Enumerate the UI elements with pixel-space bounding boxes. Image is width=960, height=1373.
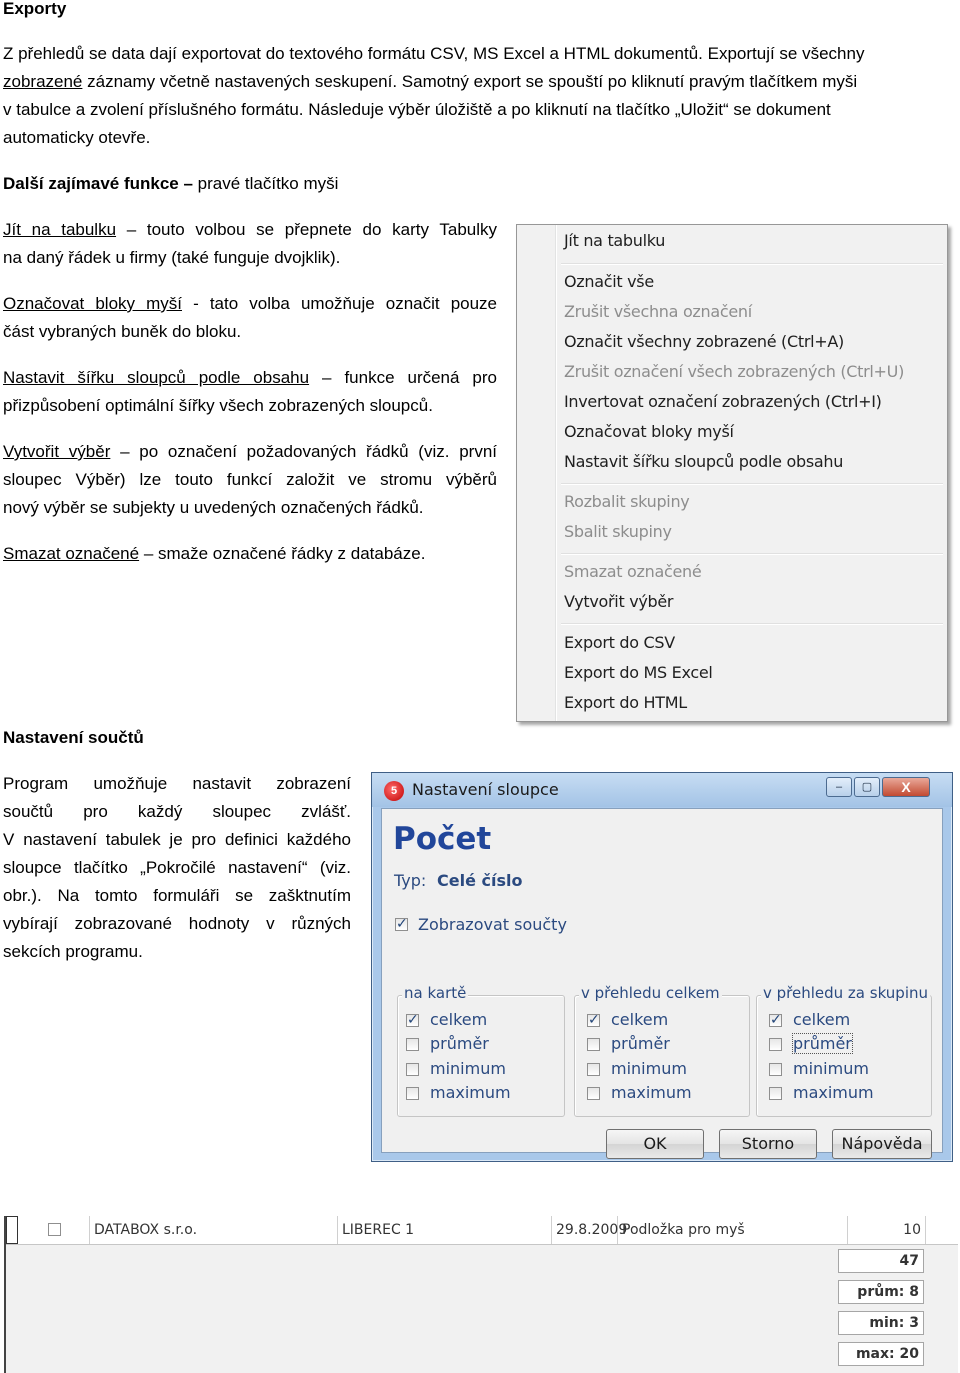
app-icon: 5 (384, 781, 404, 801)
option-label: maximum (793, 1083, 874, 1102)
sums-line: vybírají zobrazované hodnoty v různých (3, 914, 351, 933)
menu-item-create-selection[interactable]: Vytvořit výběr (564, 592, 674, 611)
row-select-checkbox[interactable] (48, 1223, 61, 1236)
sum-total: 47 (838, 1249, 924, 1273)
option-label: průměr (430, 1034, 489, 1053)
function-desc: – touto volbou se přepnete do karty Tabulky (116, 220, 498, 239)
menu-item-select-shown[interactable]: Označit všechny zobrazené (Ctrl+A) (564, 332, 844, 351)
checkbox-minimum[interactable] (769, 1063, 782, 1076)
menu-gutter-edge (556, 225, 557, 721)
cell-city: LIBEREC 1 (338, 1216, 552, 1244)
ok-button[interactable]: OK (606, 1129, 704, 1159)
function-delete-marked (3, 540, 497, 568)
option-label: celkem (793, 1010, 851, 1029)
maximize-button[interactable]: ▢ (854, 777, 880, 797)
sums-line: Program umožňuje nastavit zobrazení (3, 774, 351, 793)
close-button[interactable]: X (882, 777, 930, 797)
checkbox-total[interactable] (587, 1014, 600, 1027)
function-go-to-table (3, 216, 497, 272)
type-label: Typ: (394, 871, 427, 890)
menu-item-export-excel[interactable]: Export do MS Excel (564, 663, 713, 682)
function-desc: – po označení požadovaných řádků (viz. první (110, 442, 497, 461)
sum-average: prům: 8 (838, 1280, 924, 1304)
checkbox-total[interactable] (406, 1014, 419, 1027)
cell-qty: 10 (848, 1216, 926, 1244)
sums-heading: Nastavení součtů (3, 728, 144, 747)
option-label: minimum (611, 1059, 687, 1078)
functions-heading-rest: pravé tlačítko myši (192, 174, 339, 193)
function-desc: sloupec Výběr) lze touto funkcí založit ve stromu výběrů (3, 470, 497, 489)
select-cell (20, 1216, 90, 1244)
sums-line: sekcích programu. (3, 942, 143, 961)
checkbox-maximum[interactable] (406, 1087, 419, 1100)
table-row[interactable] (6, 1216, 958, 1245)
sum-maximum: max: 20 (838, 1342, 924, 1366)
sums-line: součtů pro každý sloupec zvlášť. (3, 802, 351, 821)
sums-line: obr.). Na tomto formuláři se zašktnutím (3, 886, 351, 905)
function-term: Nastavit šířku sloupců podle obsahu (3, 368, 310, 387)
option-label: průměr (793, 1034, 852, 1053)
menu-item-go-to-table[interactable]: Jít na tabulku (564, 231, 666, 250)
type-value: Celé číslo (437, 871, 523, 890)
checkbox-total[interactable] (769, 1014, 782, 1027)
option-label: průměr (611, 1034, 670, 1053)
dialog-title: Nastavení sloupce (412, 780, 559, 799)
row-indicator[interactable] (6, 1216, 18, 1244)
function-desc: na daný řádek u firmy (také funguje dvojklik). (3, 248, 341, 267)
function-create-selection (3, 438, 497, 522)
menu-item-clear-shown-selection[interactable]: Zrušit označení všech zobrazených (Ctrl+U) (564, 362, 905, 381)
group-label: v přehledu za skupinu (763, 984, 929, 1002)
exports-line-2-rest: záznamy včetně nastavených seskupení. Samotný export se spouští po kliknutí pravým tlačítkem myši (82, 72, 858, 91)
function-desc: – funkce určená pro (309, 368, 497, 387)
function-column-width (3, 364, 497, 420)
menu-separator (561, 553, 943, 555)
option-label: minimum (793, 1059, 869, 1078)
sums-line: V nastavení tabulek je pro definici každého (3, 830, 351, 849)
function-term: Vytvořit výběr (3, 442, 111, 461)
dialog-client (381, 808, 943, 1153)
show-sums-label: Zobrazovat součty (418, 915, 567, 934)
exports-paragraph (3, 40, 950, 152)
menu-item-export-html[interactable]: Export do HTML (564, 693, 687, 712)
checkbox-maximum[interactable] (769, 1087, 782, 1100)
option-label: celkem (611, 1010, 669, 1029)
exports-line-2 (3, 68, 950, 96)
function-desc: - tato volba umožňuje označit pouze (182, 294, 498, 313)
function-desc: přizpůsobení optimální šířky všech zobrazených sloupců. (3, 396, 433, 415)
checkbox-maximum[interactable] (587, 1087, 600, 1100)
menu-separator (561, 483, 943, 485)
sums-line: sloupce tlačítko „Pokročilé nastavení“ (viz. (3, 858, 351, 877)
functions-heading (3, 170, 338, 198)
menu-item-export-csv[interactable]: Export do CSV (564, 633, 675, 652)
menu-separator (561, 263, 943, 265)
option-label: celkem (430, 1010, 488, 1029)
menu-item-expand-groups[interactable]: Rozbalit skupiny (564, 492, 690, 511)
function-block-select (3, 290, 497, 346)
column-settings-dialog (371, 772, 953, 1162)
shown-records-term: zobrazené (3, 72, 83, 91)
group-label: v přehledu celkem (581, 984, 720, 1002)
sums-paragraph (3, 770, 351, 966)
group-overview-total (574, 984, 750, 1117)
checkbox-minimum[interactable] (587, 1063, 600, 1076)
cell-company: DATABOX s.r.o. (90, 1216, 338, 1244)
menu-item-select-all[interactable]: Označit vše (564, 272, 654, 291)
help-button[interactable]: Nápověda (832, 1129, 932, 1159)
function-term: Smazat označené (3, 544, 140, 563)
option-label: maximum (430, 1083, 511, 1102)
menu-item-clear-all-selection[interactable]: Zrušit všechna označení (564, 302, 752, 321)
show-sums-checkbox[interactable] (395, 918, 408, 931)
checkbox-average[interactable] (587, 1038, 600, 1051)
dialog-titlebar[interactable] (372, 773, 952, 807)
data-grid (4, 1216, 958, 1373)
function-desc: – smaže označené řádky z databáze. (139, 544, 426, 563)
function-term: Jít na tabulku (3, 220, 117, 239)
sum-minimum: min: 3 (838, 1311, 924, 1335)
group-overview-per-group (756, 984, 932, 1117)
checkbox-average[interactable] (406, 1038, 419, 1051)
menu-item-invert-selection[interactable]: Invertovat označení zobrazených (Ctrl+I) (564, 392, 882, 411)
menu-item-collapse-groups[interactable]: Sbalit skupiny (564, 522, 672, 541)
context-menu (516, 224, 948, 722)
menu-gutter (517, 225, 556, 721)
cell-date: 29.8.2009 (552, 1216, 618, 1244)
function-desc: část vybraných buněk do bloku. (3, 322, 242, 341)
functions-heading-bold: Další zajímavé funkce – (3, 174, 193, 193)
exports-heading: Exporty (3, 0, 67, 18)
cancel-button[interactable]: Storno (719, 1129, 817, 1159)
group-on-card (397, 984, 565, 1117)
column-name-title: Počet (393, 821, 492, 857)
checkbox-average[interactable] (769, 1038, 782, 1051)
checkbox-minimum[interactable] (406, 1063, 419, 1076)
menu-item-fit-columns[interactable]: Nastavit šířku sloupců podle obsahu (564, 452, 844, 471)
cell-item: Podložka pro myš (618, 1216, 848, 1244)
exports-line-1: Z přehledů se data dají exportovat do textového formátu CSV, MS Excel a HTML dokumentů. Exportují se všechny (3, 44, 865, 63)
menu-separator (561, 623, 943, 625)
exports-line-3: v tabulce a zvolení příslušného formátu. Následuje výběr úložiště a po kliknutí na tlačítko „Uložit“ se dokument (3, 100, 831, 119)
group-label: na kartě (404, 984, 467, 1002)
function-desc: nový výběr se subjekty u uvedených označených řádků. (3, 498, 424, 517)
exports-line-4: automaticky otevře. (3, 128, 151, 147)
minimize-button[interactable]: ‒ (826, 777, 852, 797)
function-term: Označovat bloky myší (3, 294, 182, 313)
option-label: minimum (430, 1059, 506, 1078)
menu-item-delete-marked[interactable]: Smazat označené (564, 562, 702, 581)
menu-item-block-select[interactable]: Označovat bloky myší (564, 422, 734, 441)
option-label: maximum (611, 1083, 692, 1102)
